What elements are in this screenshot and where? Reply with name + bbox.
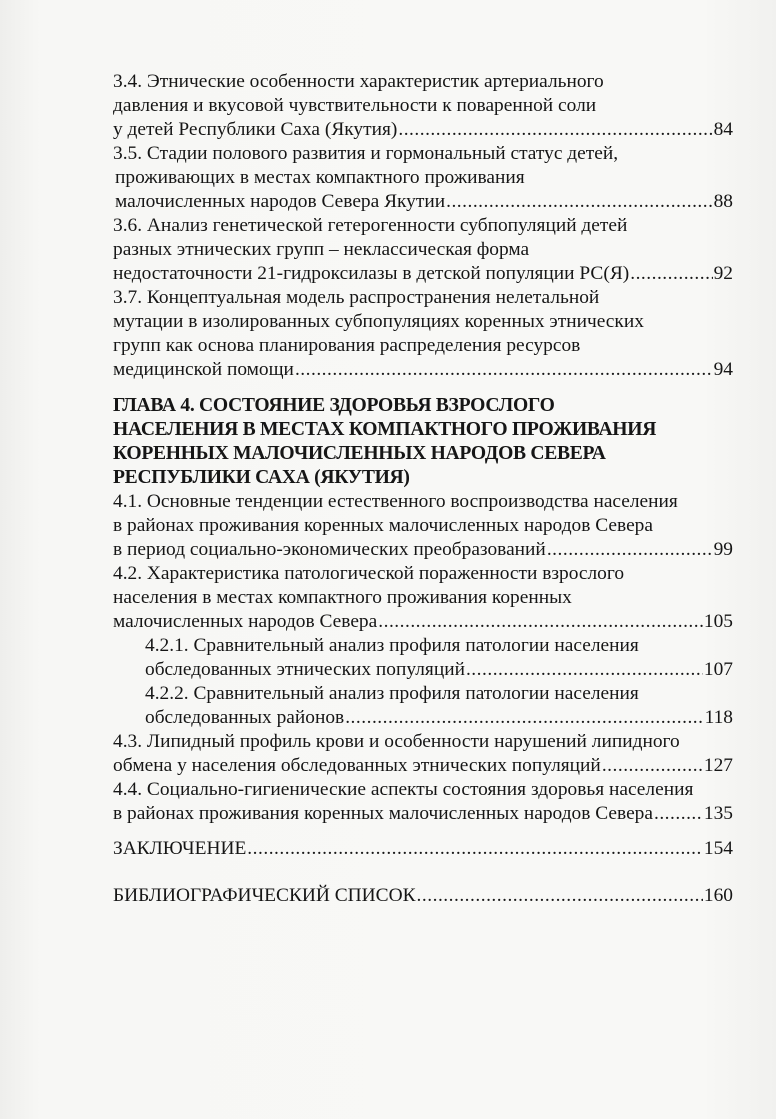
toc-line: 4.2. Характеристика патологической пораженности взрослого	[113, 563, 625, 584]
toc-entry-4-1	[113, 490, 733, 562]
toc-page-number: 92	[713, 263, 733, 284]
toc-page-number: 154	[703, 838, 733, 859]
chapter-heading-line: ГЛАВА 4. СОСТОЯНИЕ ЗДОРОВЬЯ ВЗРОСЛОГО	[113, 395, 555, 416]
toc-line: населения в местах компактного проживания коренных	[113, 587, 572, 608]
toc-entry-3-6	[113, 214, 733, 286]
toc-page-number: 107	[703, 659, 733, 680]
toc-line: малочисленных народов Севера Якутии	[115, 191, 446, 212]
toc-entry-4-4	[113, 778, 733, 826]
toc-line: 4.2.1. Сравнительный анализ профиля патологии населения	[145, 635, 639, 656]
dot-leader	[466, 658, 703, 682]
dot-leader	[602, 754, 703, 778]
toc-page-number: 118	[704, 707, 733, 728]
toc-line: ЗАКЛЮЧЕНИЕ	[113, 838, 247, 859]
toc-line: малочисленных народов Севера	[113, 611, 378, 632]
toc-line: 4.2.2. Сравнительный анализ профиля патологии населения	[145, 683, 639, 704]
toc-line: 4.4. Социально-гигиенические аспекты состояния здоровья населения	[113, 779, 694, 800]
toc-line: 3.4. Этнические особенности характеристик артериального	[113, 71, 604, 92]
toc-page-number: 84	[713, 119, 733, 140]
chapter-4-heading	[113, 394, 733, 490]
toc-line: медицинской помощи	[113, 359, 294, 380]
chapter-heading-line: КОРЕННЫХ МАЛОЧИСЛЕННЫХ НАРОДОВ СЕВЕРА	[113, 443, 606, 464]
toc-line: 3.6. Анализ генетической гетерогенности субпопуляций детей	[113, 215, 628, 236]
dot-leader	[398, 118, 712, 142]
toc-page-number: 88	[713, 191, 733, 212]
dot-leader	[247, 837, 703, 861]
toc-entry-conclusion	[113, 837, 733, 861]
toc-entry-4-2	[113, 562, 733, 634]
dot-leader	[295, 358, 713, 382]
dot-leader	[345, 706, 703, 730]
toc-line: проживающих в местах компактного проживания	[115, 167, 525, 188]
toc-line: у детей Республики Саха (Якутия)	[113, 119, 398, 140]
toc-line: в период социально-экономических преобразований	[113, 539, 546, 560]
toc-entry-3-4	[113, 70, 733, 142]
toc-entry-4-3	[113, 730, 733, 778]
toc-line: обследованных районов	[145, 707, 345, 728]
toc-line: мутации в изолированных субпопуляциях коренных этнических	[113, 311, 644, 332]
toc-line: 3.5. Стадии полового развития и гормональный статус детей,	[113, 143, 619, 164]
toc-line: давления и вкусовой чувствительности к поваренной соли	[113, 95, 597, 116]
chapter-heading-line: НАСЕЛЕНИЯ В МЕСТАХ КОМПАКТНОГО ПРОЖИВАНИЯ	[113, 419, 657, 440]
toc-page-number: 127	[703, 755, 733, 776]
toc-line: БИБЛИОГРАФИЧЕСКИЙ СПИСОК	[113, 885, 416, 906]
toc-entry-4-2-2	[145, 682, 733, 730]
toc-line: недостаточности 21-гидроксилазы в детской популяции РС(Я)	[113, 263, 630, 284]
dot-leader	[417, 884, 703, 908]
toc-line: в районах проживания коренных малочисленных народов Севера	[113, 515, 653, 536]
toc-page-number: 99	[713, 539, 733, 560]
toc-line: разных этнических групп – неклассическая форма	[113, 239, 530, 260]
toc-line: 4.3. Липидный профиль крови и особенности нарушений липидного	[113, 731, 680, 752]
dot-leader	[654, 802, 703, 826]
toc-line: обследованных этнических популяций	[145, 659, 465, 680]
toc-page-number: 160	[703, 885, 733, 906]
toc-entry-4-2-1	[145, 634, 733, 682]
dot-leader	[547, 538, 713, 562]
toc-entry-bibliography	[113, 884, 733, 908]
toc-page-number: 94	[713, 359, 733, 380]
toc-page-number: 135	[703, 803, 733, 824]
dot-leader	[630, 262, 712, 286]
toc-entry-3-7	[113, 286, 733, 382]
toc-line: 3.7. Концептуальная модель распространения нелетальной	[113, 287, 600, 308]
toc-line: в районах проживания коренных малочисленных народов Севера	[113, 803, 653, 824]
chapter-heading-line: РЕСПУБЛИКИ САХА (ЯКУТИЯ)	[113, 467, 410, 488]
dot-leader	[378, 610, 703, 634]
dot-leader	[446, 190, 713, 214]
toc-line: групп как основа планирования распределения ресурсов	[113, 335, 581, 356]
toc-line: обмена у населения обследованных этнических популяций	[113, 755, 601, 776]
toc-page-number: 105	[703, 611, 733, 632]
toc-line: 4.1. Основные тенденции естественного воспроизводства населения	[113, 491, 678, 512]
toc-entry-3-5	[113, 142, 733, 214]
